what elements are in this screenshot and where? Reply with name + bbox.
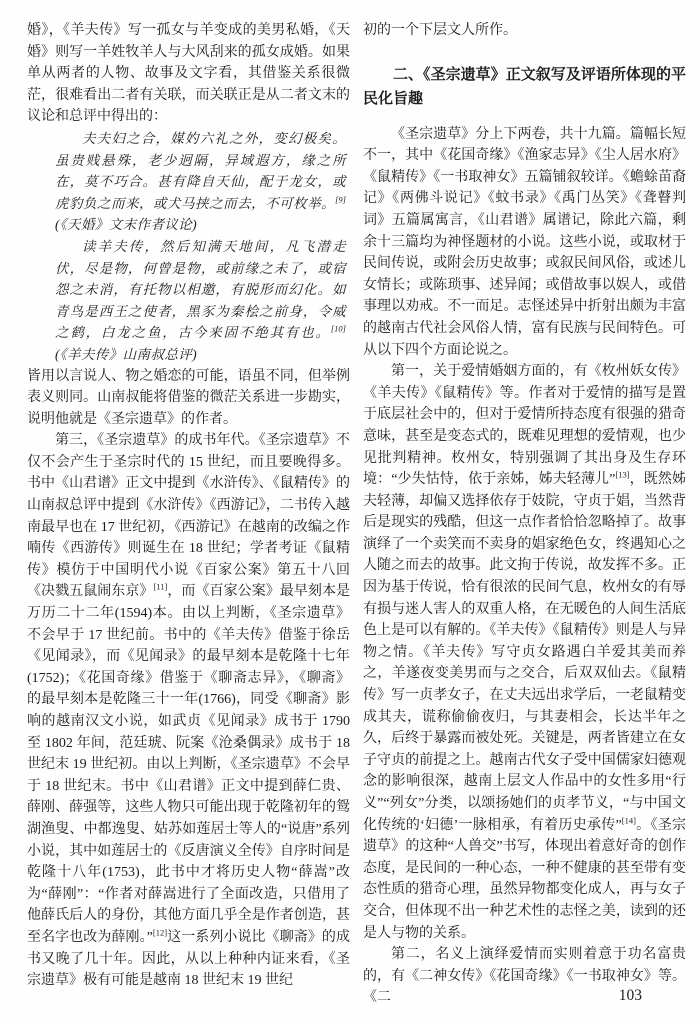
body-paragraph-overview: 《圣宗遗草》分上下两卷，共十九篇。篇幅长短不一，其中《花国奇缘》《渔家志异》《尘人居水府》《鼠精传》《一书取神女》五篇铺叙较详。《蟾蜍苗裔记》《两佛斗说记》《蚊书录》《禹门丛笑》《聋瞽判词》五篇属寓言，《山君谱》属谱记，除此六篇，剩余十三篇均为神怪题材的小说。这些小说，或取材于民间传说，或附会历史故事；或叙民间风俗，或述儿女情长；或陈琐事、述异闻；或借故事以娱人，或借事理以劝戒。不一而足。志怪述异中折射出颇为丰富的越南古代社会风俗人情，富有民族与民间特色。可从以下四个方面论说之。	[363, 126, 686, 358]
block-quote-yangfuzhuan: 读羊夫传，然后知满天地间，凡飞潜走伏，尽是物，何曾是物，或前缘之未了，或宿怨之未消，有托物以相邀，有脱形而幻化。如青鸟是西王之使者，黑豕为秦桧之前身，令威之鹤，白龙之鱼，古今来固不绝其有也。[10](《羊夫传》山南叔总评)	[55, 238, 346, 362]
body-paragraph: 皆用以言说人、物之婚恋的可能，语虽不同，但举例表义则同。山南叔能将借鉴的微茫关系进一步勘实，说明他就是《圣宗遗草》的作者。	[27, 368, 350, 427]
body-paragraph-third-point: 第三，《圣宗遗草》的成书年代。《圣宗遗草》不仅不会产生于圣宗时代的 15 世纪，而且要晚得多。书中《山君谱》正文中提到《水浒传》、《鼠精传》的山南叔总评中提到《水浒传》《西游记》，二书传入越南最早也在 17 世纪初，《西游记》在越南的改编之作喃传《西游传》则诞生在 18 世纪；学者考证《鼠精传》模仿于中国明代小说《百家公案》第五十八回《决戮五鼠闹东京》[11]，而《百家公案》最早刻本是万历二十二年(1594)本。由以上判断，《圣宗遗草》不会早于 17 世纪前。书中的《羊夫传》借鉴于徐岳《见闻录》，而《见闻录》的最早刻本是乾隆十七年(1752)；《花国奇缘》借鉴于《聊斋志异》，《聊斋》的最早刻本是乾隆三十一年(1766)，同受《聊斋》影响的越南汉文小说，如武贞《见闻录》成书于 1790 至 1802 年间，范廷琥、阮案《沧桑偶录》成书于 18 世纪末 19 世纪初。由以上判断，《圣宗遗草》不会早于 18 世纪末。书中《山君谱》正文中提到薛仁贵、薛刚、薛强等，这些人物只可能出现于乾隆初年的鸳湖渔叟、中都逸叟、姑苏如莲居士等人的“说唐”系列小说，其中如莲居士的《反唐演义全传》自序时间是乾隆十八年(1753)，此书中才将历史人物“薛嵩”改为“薛刚”：“作者对薛嵩进行了全面改造，只借用了他薛氏后人的身份，其他方面几乎全是作者创造，甚至名字也改为薛刚。”[12]这一系列小说比《聊斋》的成书又晚了几十年。因此，从以上种种内证来看，《圣宗遗草》极有可能是越南 18 世纪末 19 世纪	[27, 433, 351, 989]
page-number: 103	[618, 987, 642, 1004]
body-paragraph-first-point: 第一，关于爱情婚姻方面的，有《枚州妖女传》《羊夫传》《鼠精传》等。作者对于爱情的描写是置于底层社会中的，但对于爱情所持态度有很强的猎奇意味，甚至是变态式的，既难见理想的爱情观，也少见批判精神。枚州女，特别强调了其出身及生存环境：“少失怙恃，依于亲姊，姊夫轻薄儿”[13]，既然姊夫轻薄，却偏又选择依存于妓院，守贞于娼，当然背后是现实的残酷，但这一点作者恰恰忽略掉了。故事演绎了一个卖笑而不卖身的娼家绝色女，终遇知心之人随之而去的故事。此文拘于传说，故发挥不多。正因为基于传说，恰有很浓的民间气息，枚州女的有辱有损与迷人害人的双重人格，在无暖色的人间生活底色上是可以有解的。《羊夫传》《鼠精传》则是人与异物之情。《羊夫传》写守贞女路遇白羊爱其美而养之，羊遂夜变美男而与之交合，后双双仙去。《鼠精传》写一贞孝女子，在丈夫远出求学后，一老鼠精变成其夫，谎称偷偷夜归，与其妻相会，长达半年之久，后终于暴露而被处死。关键是，两者皆建立在女子守贞的前提之上。越南古代女子受中国儒家妇德观念的影响很深，越南上层文人作品中的女性多用“行义”“列女”分类，以颂扬她们的贞孝节义，“与中国文化传统的‘妇德’一脉相承，有着历史承传”[14]。《圣宗遗草》的这种“人兽交”书写，体现出着意好奇的创作态度，是民间的一种心态，一种不健康的甚至带有变态性质的猎奇心理，虽然异物都变化成人，再与女子交合，但体现不出一种艺术性的志怪之美，读到的还是人与物的关系。	[363, 364, 686, 941]
body-paragraph-second-point: 第二，名义上演绎爱情而实则着意于功名富贵的，有《二神女传》《花国奇缘》《一书取神女》等。《二	[363, 947, 686, 1006]
body-paragraph: 婚》，《羊夫传》写一孤女与羊变成的美男私婚，《天婚》则写一羊姓牧羊人与大风刮来的孤女成婚。如果单从两者的人物、故事及文字看，其借鉴关系很微茫，很难看出二者有关联，而关联正是从二者文末的议论和总评中得出的：	[27, 23, 350, 125]
block-quote-tianhun: 夫夫妇之合，媒妁六礼之外，变幻极矣。虽贵贱悬殊，老少迥隔，异域遐方，缘之所在，莫不巧合。甚有降自天仙，配于龙女，或虎豹负之而来，或犬马挟之而去，不可枚举。[9](《天婚》文末作者议论)	[55, 130, 346, 233]
right-column	[363, 20, 686, 1009]
body-paragraph: 初的一个下层文人所作。	[363, 23, 517, 38]
left-column	[27, 20, 350, 1009]
section-heading: 二、《圣宗遗草》正文叙写及评语所体现的平民化旨趣	[363, 66, 686, 107]
two-column-layout	[27, 20, 688, 1009]
